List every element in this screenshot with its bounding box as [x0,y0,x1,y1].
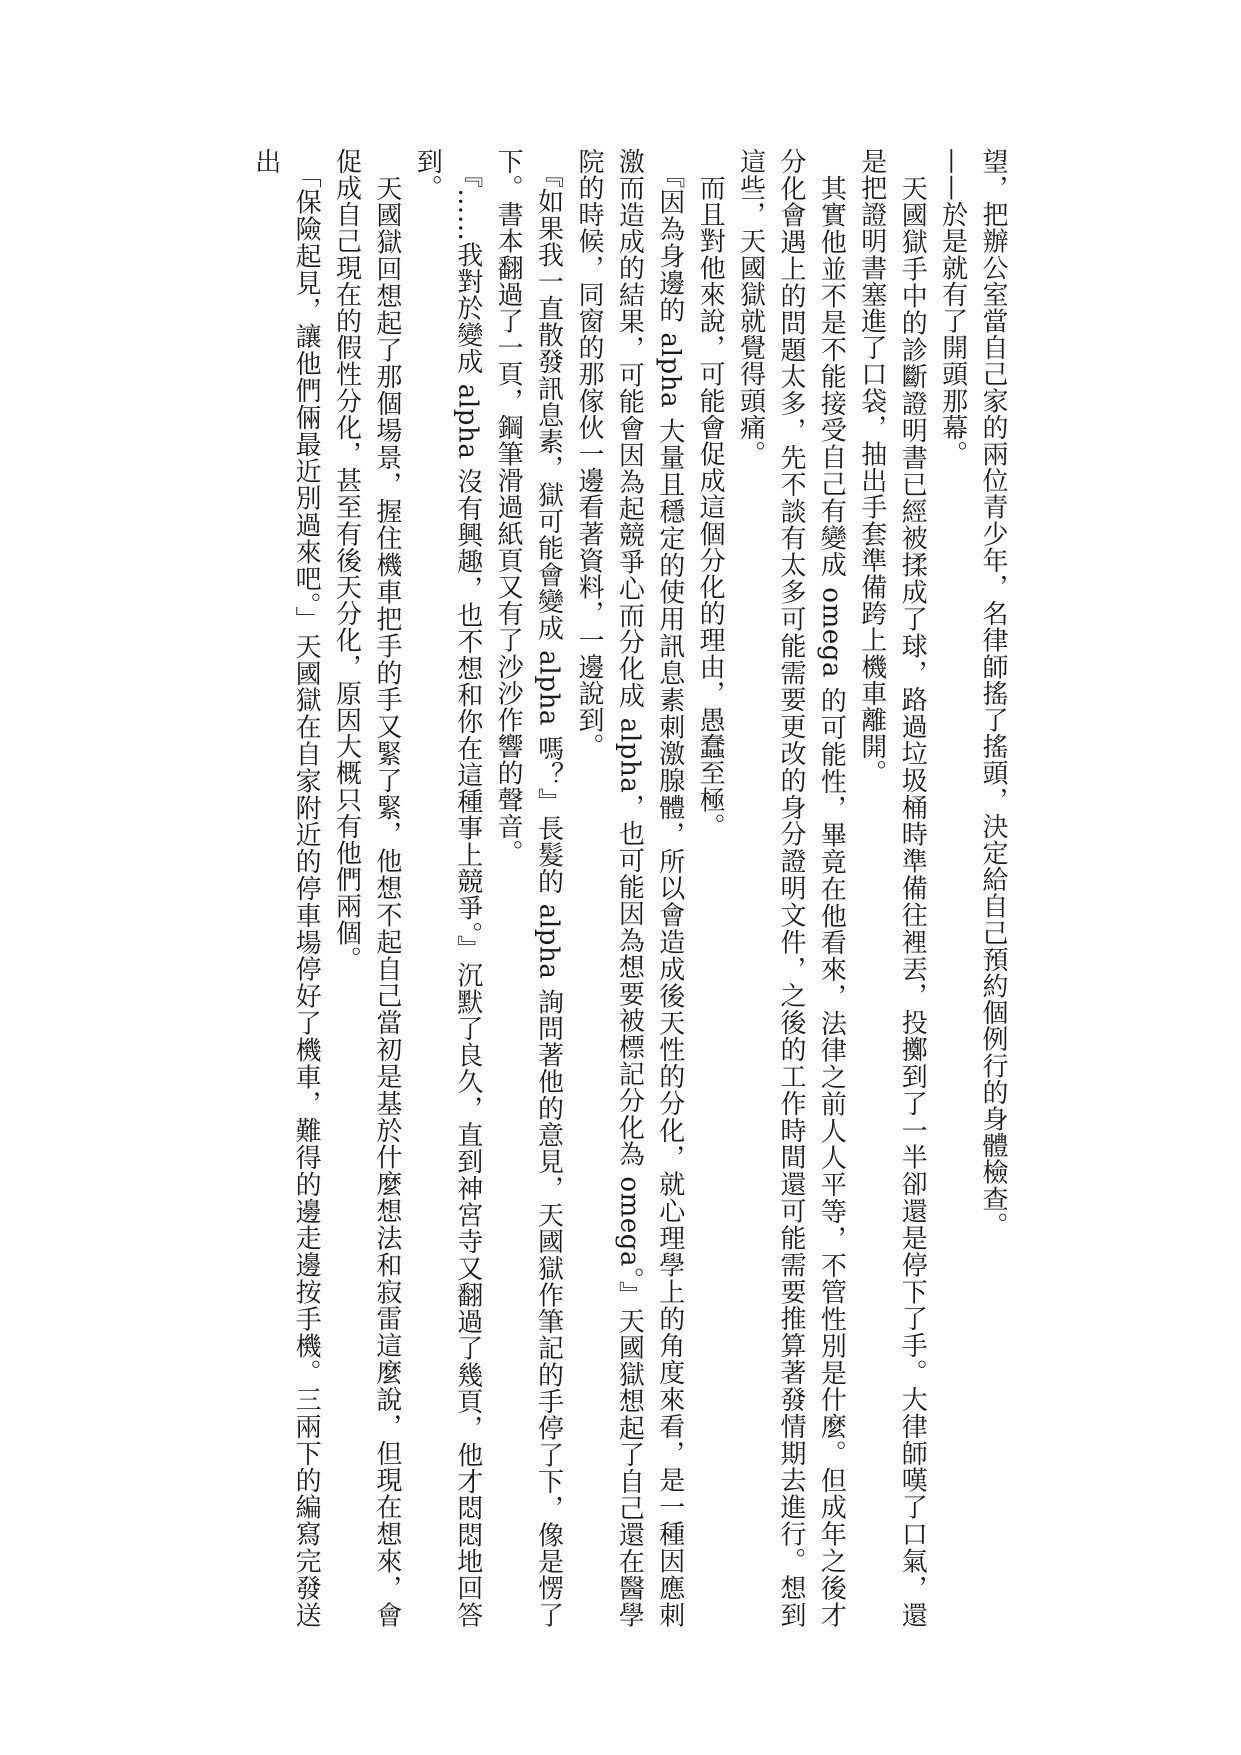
paragraph: 『如果我一直散發訊息素，獄可能會變成 alpha 嗎？』長髮的 alpha 詢問著他的意見，天國獄作筆記的手停了下，像是愣了下。書本翻過了一頁，鋼筆滑過紙頁又有了沙沙作響的聲音。 [493,148,564,1628]
paragraph: 「保險起見，讓他們倆最近別過來吧。」天國獄在自家附近的停車場停好了機車，難得的邊走邊按手機。三兩下的編寫完發送出 [250,148,322,1628]
paragraph: 望，把辦公室當自己家的兩位青少年，名律師搖了搖頭，決定給自己預約個例行的身體檢查。 [978,148,1008,1239]
paragraph: ——於是就有了開頭那幕。 [937,148,968,468]
paragraph: 其實他並不是不能接受自己有變成 omega 的可能性，畢竟在他看來，法律之前人人平等，不管性別是什麼。但成年之後才分化會遇上的問題太多，先不談有太多可能需要更改的身分證明文件，之後的工作時間還可能需要推算著發情期去進行。想到這些，天國獄就覺得頭痛。 [735,148,847,1628]
paragraph: 天國獄回想起了那個場景，握住機車把手的手又緊了緊，他想不起自己當初是基於什麼想法和寂雷這麼說，但現在想來，會促成自己現在的假性分化，甚至有後天分化，原因大概只有他們兩個。 [331,148,402,1628]
paragraph: 『因為身邊的 alpha 大量且穩定的使用訊息素刺激腺體，所以會造成後天性的分化，就心理學上的角度來看，是一種因應刺激而造成的結果，可能會因為起競爭心而分化成 alpha，也可能因為想要被標記分化為 omega。』天國獄想起了自己還在醫學院的時候，同窗的那傢伙一邊看著資料，一邊說到。 [573,148,685,1628]
paragraph: 而且對他來說，可能會促成這個分化的理由，愚蠢至極。 [695,148,726,840]
paragraph: 天國獄手中的診斷證明書已經被揉成了球，路過垃圾桶時準備往裡丟，投擲到了一半卻還是停下了手。大律師嘆了口氣，還是把證明書塞進了口袋，抽出手套準備跨上機車離開。 [856,148,928,1628]
vertical-text-body [73,148,1013,1628]
paragraph: 『……我對於變成 alpha 沒有興趣，也不想和你在這種事上競爭。』沉默了良久，直到神宮寺又翻過了幾頁，他才悶悶地回答到。 [412,148,483,1628]
